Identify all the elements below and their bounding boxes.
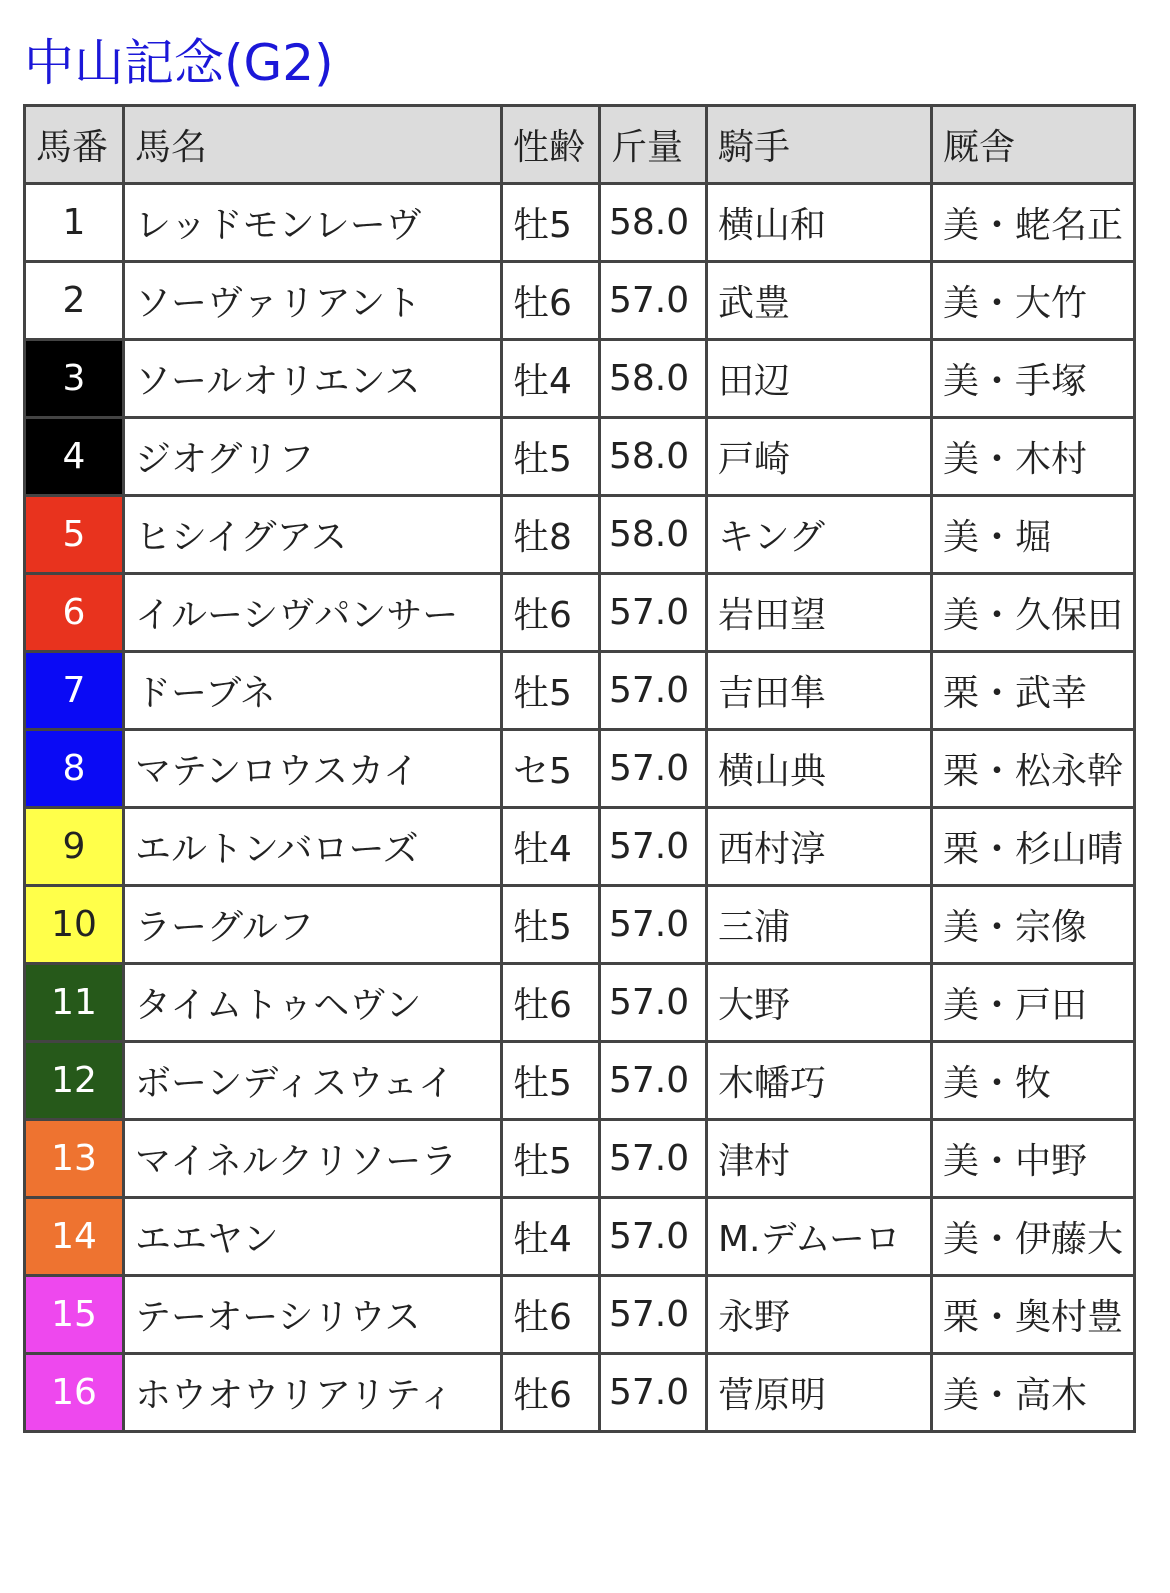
- weight-cell: 57.0: [600, 964, 707, 1042]
- jockey-cell: キング: [707, 496, 932, 574]
- sex-age-cell: 牡6: [502, 574, 600, 652]
- horse-name-cell: ジオグリフ: [124, 418, 502, 496]
- entries-table: [23, 104, 1136, 1433]
- sex-age-cell: 牡5: [502, 1042, 600, 1120]
- jockey-cell: 横山和: [707, 184, 932, 262]
- horse-name-cell: マテンロウスカイ: [124, 730, 502, 808]
- horse-name-cell: テーオーシリウス: [124, 1276, 502, 1354]
- weight-cell: 57.0: [600, 730, 707, 808]
- jockey-cell: 岩田望: [707, 574, 932, 652]
- header-horse: 馬名: [124, 106, 502, 184]
- jockey-cell: 菅原明: [707, 1354, 932, 1432]
- sex-age-cell: 牡5: [502, 418, 600, 496]
- stable-cell: 美・大竹: [932, 262, 1135, 340]
- sex-age-cell: 牡6: [502, 964, 600, 1042]
- jockey-cell: 大野: [707, 964, 932, 1042]
- table-row: [25, 1354, 1135, 1432]
- table-row: [25, 1120, 1135, 1198]
- stable-cell: 美・手塚: [932, 340, 1135, 418]
- weight-cell: 57.0: [600, 262, 707, 340]
- header-jockey: 騎手: [707, 106, 932, 184]
- table-row: [25, 1042, 1135, 1120]
- stable-cell: 美・戸田: [932, 964, 1135, 1042]
- horse-name-cell: ボーンディスウェイ: [124, 1042, 502, 1120]
- horse-number-cell: 10: [25, 886, 124, 964]
- weight-cell: 58.0: [600, 340, 707, 418]
- horse-number-cell: 14: [25, 1198, 124, 1276]
- jockey-cell: 西村淳: [707, 808, 932, 886]
- jockey-cell: 木幡巧: [707, 1042, 932, 1120]
- horse-name-cell: イルーシヴパンサー: [124, 574, 502, 652]
- horse-number-cell: 11: [25, 964, 124, 1042]
- sex-age-cell: 牡4: [502, 340, 600, 418]
- table-row: [25, 652, 1135, 730]
- sex-age-cell: 牡6: [502, 1276, 600, 1354]
- table-row: [25, 496, 1135, 574]
- jockey-cell: 戸崎: [707, 418, 932, 496]
- stable-cell: 栗・杉山晴: [932, 808, 1135, 886]
- page-title: 中山記念(G2): [24, 34, 334, 92]
- jockey-cell: 横山典: [707, 730, 932, 808]
- table-row: [25, 184, 1135, 262]
- stable-cell: 栗・松永幹: [932, 730, 1135, 808]
- sex-age-cell: 牡5: [502, 886, 600, 964]
- stable-cell: 美・宗像: [932, 886, 1135, 964]
- horse-number-cell: 6: [25, 574, 124, 652]
- table-row: [25, 964, 1135, 1042]
- sex-age-cell: 牡4: [502, 1198, 600, 1276]
- weight-cell: 57.0: [600, 1354, 707, 1432]
- horse-number-cell: 5: [25, 496, 124, 574]
- horse-number-cell: 13: [25, 1120, 124, 1198]
- horse-number-cell: 3: [25, 340, 124, 418]
- header-stable: 厩舎: [932, 106, 1135, 184]
- weight-cell: 57.0: [600, 808, 707, 886]
- horse-name-cell: ホウオウリアリティ: [124, 1354, 502, 1432]
- table-row: [25, 730, 1135, 808]
- horse-number-cell: 12: [25, 1042, 124, 1120]
- sex-age-cell: 牡8: [502, 496, 600, 574]
- sex-age-cell: 牡4: [502, 808, 600, 886]
- jockey-cell: 永野: [707, 1276, 932, 1354]
- stable-cell: 美・蛯名正: [932, 184, 1135, 262]
- table-row: [25, 262, 1135, 340]
- header-row: [25, 106, 1135, 184]
- horse-name-cell: タイムトゥヘヴン: [124, 964, 502, 1042]
- jockey-cell: M.デムーロ: [707, 1198, 932, 1276]
- stable-cell: 栗・武幸: [932, 652, 1135, 730]
- jockey-cell: 津村: [707, 1120, 932, 1198]
- horse-name-cell: ラーグルフ: [124, 886, 502, 964]
- stable-cell: 美・牧: [932, 1042, 1135, 1120]
- weight-cell: 57.0: [600, 1120, 707, 1198]
- stable-cell: 美・久保田: [932, 574, 1135, 652]
- sex-age-cell: セ5: [502, 730, 600, 808]
- jockey-cell: 吉田隼: [707, 652, 932, 730]
- horse-name-cell: エルトンバローズ: [124, 808, 502, 886]
- weight-cell: 58.0: [600, 418, 707, 496]
- table-row: [25, 574, 1135, 652]
- stable-cell: 美・中野: [932, 1120, 1135, 1198]
- horse-name-cell: ソーヴァリアント: [124, 262, 502, 340]
- sex-age-cell: 牡5: [502, 184, 600, 262]
- header-weight: 斤量: [600, 106, 707, 184]
- weight-cell: 58.0: [600, 184, 707, 262]
- sex-age-cell: 牡5: [502, 1120, 600, 1198]
- horse-name-cell: マイネルクリソーラ: [124, 1120, 502, 1198]
- stable-cell: 美・木村: [932, 418, 1135, 496]
- weight-cell: 57.0: [600, 574, 707, 652]
- table-row: [25, 886, 1135, 964]
- jockey-cell: 三浦: [707, 886, 932, 964]
- horse-number-cell: 15: [25, 1276, 124, 1354]
- table-row: [25, 418, 1135, 496]
- weight-cell: 57.0: [600, 1276, 707, 1354]
- jockey-cell: 田辺: [707, 340, 932, 418]
- sex-age-cell: 牡5: [502, 652, 600, 730]
- horse-number-cell: 8: [25, 730, 124, 808]
- horse-number-cell: 1: [25, 184, 124, 262]
- horse-number-cell: 7: [25, 652, 124, 730]
- horse-name-cell: ソールオリエンス: [124, 340, 502, 418]
- sex-age-cell: 牡6: [502, 1354, 600, 1432]
- weight-cell: 57.0: [600, 1042, 707, 1120]
- stable-cell: 美・高木: [932, 1354, 1135, 1432]
- stable-cell: 美・伊藤大: [932, 1198, 1135, 1276]
- horse-name-cell: ヒシイグアス: [124, 496, 502, 574]
- horse-name-cell: レッドモンレーヴ: [124, 184, 502, 262]
- header-sex-age: 性齢: [502, 106, 600, 184]
- horse-name-cell: エエヤン: [124, 1198, 502, 1276]
- horse-number-cell: 4: [25, 418, 124, 496]
- sex-age-cell: 牡6: [502, 262, 600, 340]
- horse-name-cell: ドーブネ: [124, 652, 502, 730]
- table-row: [25, 1198, 1135, 1276]
- table-row: [25, 1276, 1135, 1354]
- table-row: [25, 808, 1135, 886]
- weight-cell: 58.0: [600, 496, 707, 574]
- horse-number-cell: 16: [25, 1354, 124, 1432]
- table-row: [25, 340, 1135, 418]
- stable-cell: 栗・奥村豊: [932, 1276, 1135, 1354]
- weight-cell: 57.0: [600, 652, 707, 730]
- weight-cell: 57.0: [600, 886, 707, 964]
- header-number: 馬番: [25, 106, 124, 184]
- weight-cell: 57.0: [600, 1198, 707, 1276]
- jockey-cell: 武豊: [707, 262, 932, 340]
- horse-number-cell: 9: [25, 808, 124, 886]
- stable-cell: 美・堀: [932, 496, 1135, 574]
- horse-number-cell: 2: [25, 262, 124, 340]
